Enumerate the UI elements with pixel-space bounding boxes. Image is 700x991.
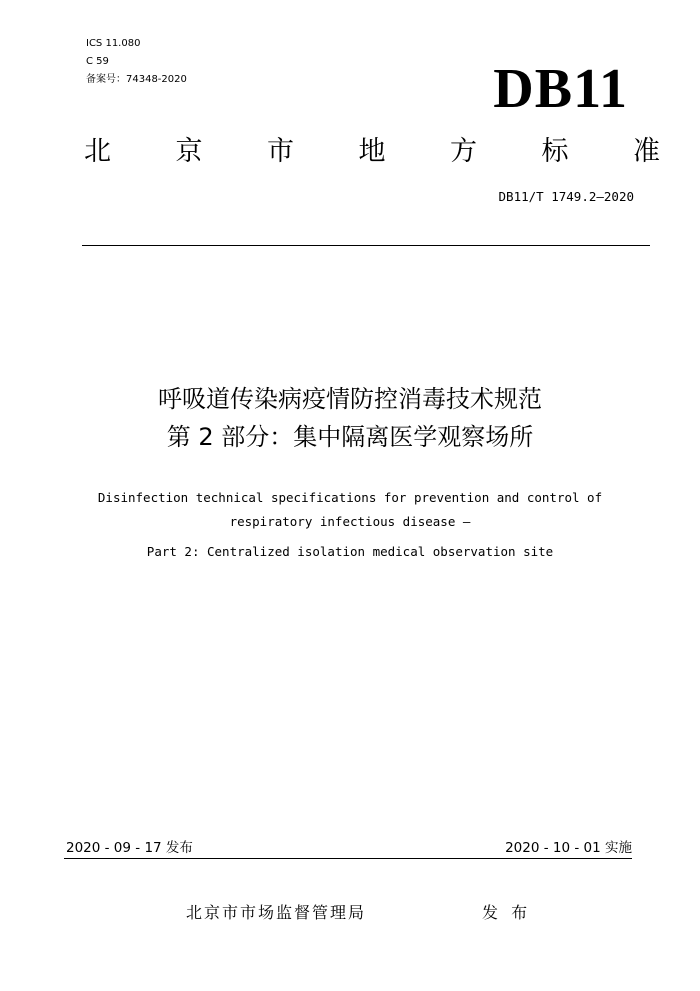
record-number: 备案号：74348-2020 bbox=[86, 74, 187, 85]
bottom-divider bbox=[64, 858, 632, 859]
standard-type-char: 地 bbox=[358, 136, 386, 167]
standard-type-char: 京 bbox=[175, 136, 203, 167]
implement-date: 2020 - 10 - 01 实施 bbox=[505, 840, 632, 856]
standard-type-char: 准 bbox=[633, 136, 660, 167]
title-en-line1: Disinfection technical specifications for prevention and control of bbox=[97, 490, 603, 505]
standard-type-char: 标 bbox=[541, 136, 569, 167]
standard-type-char: 北 bbox=[84, 136, 111, 167]
standard-type-char: 市 bbox=[267, 136, 294, 167]
top-divider bbox=[82, 245, 650, 246]
title-en-line3: Part 2: Centralized isolation medical observation site bbox=[146, 544, 554, 559]
issue-label: 发 布 bbox=[482, 903, 532, 922]
standard-type-char: 方 bbox=[450, 136, 477, 167]
title-en-line2: respiratory infectious disease — bbox=[229, 514, 471, 529]
issuing-authority: 北京市市场监督管理局 bbox=[186, 903, 367, 922]
classification-code: C 59 bbox=[86, 56, 109, 67]
standard-type bbox=[84, 134, 660, 170]
ics-code: ICS 11.080 bbox=[86, 38, 141, 49]
title-zh-line2: 第 2 部分：集中隔离医学观察场所 bbox=[166, 423, 534, 451]
standard-number: DB11/T 1749.2—2020 bbox=[498, 189, 634, 204]
publish-date: 2020 - 09 - 17 发布 bbox=[66, 840, 193, 856]
title-zh-line1: 呼吸道传染病疫情防控消毒技术规范 bbox=[158, 385, 542, 413]
standard-code-logo: DB11 bbox=[493, 58, 628, 120]
